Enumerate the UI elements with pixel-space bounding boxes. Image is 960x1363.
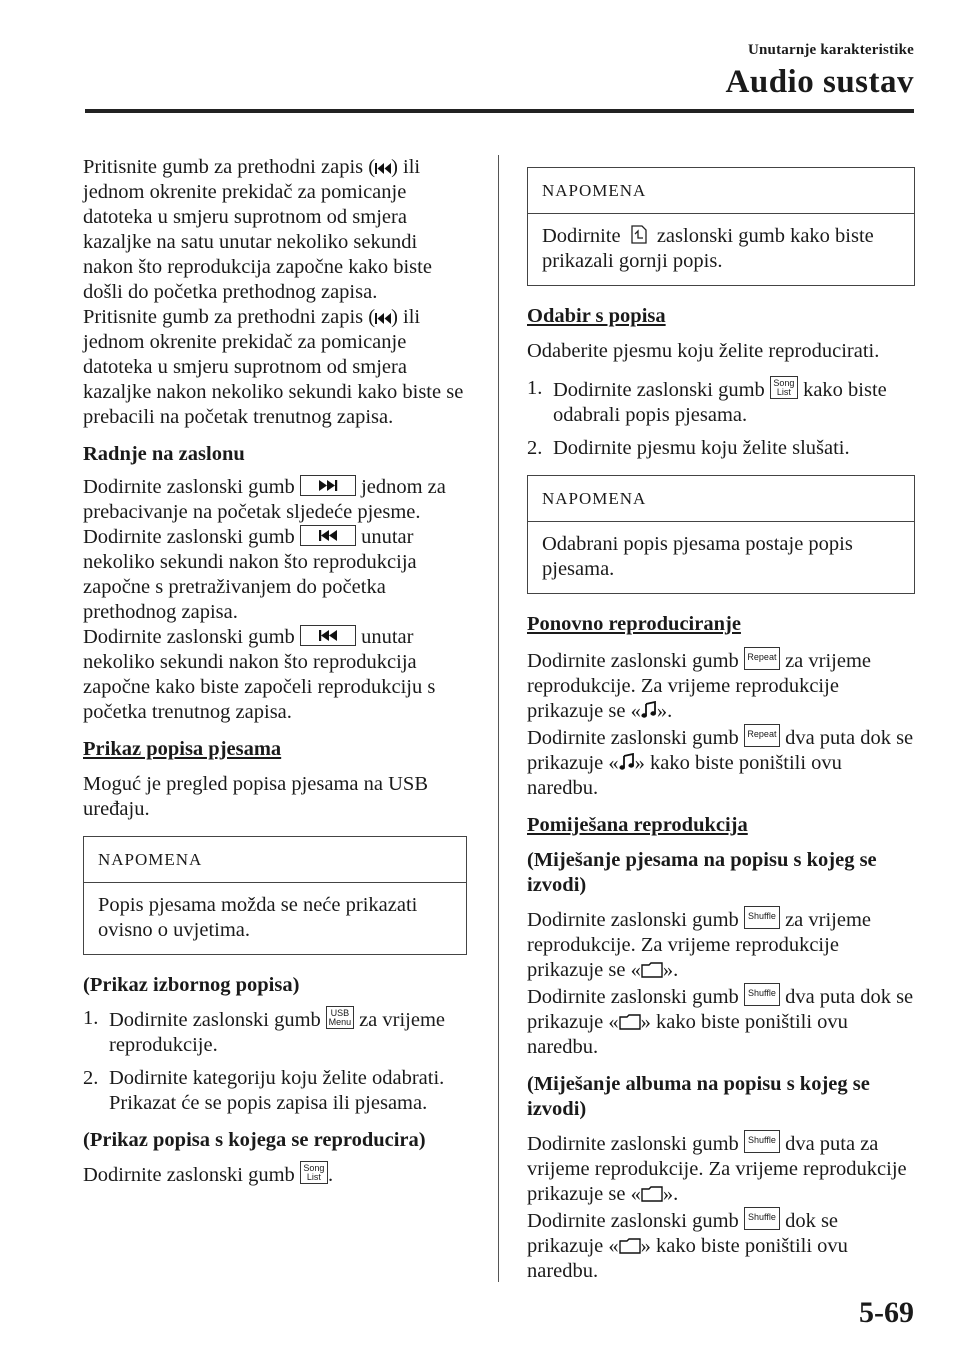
- heading-selection-list: (Prikaz izbornog popisa): [83, 974, 300, 996]
- step-text: [109, 1006, 467, 1058]
- text: ) ili jednom okrenite prekidač za pomicanje datoteka u smjeru suprotnom od smjera kazaljke na satu unutar nekoliko sekundi nakon što reprodukcija započne kako biste došli do početka prethodnog zapisa.: [83, 156, 432, 303]
- text: dva puta dok se prikazuje «: [527, 986, 914, 1033]
- heading-shuffle-albums: (Miješanje albuma na popisu s kojeg se izvodi): [527, 1073, 870, 1120]
- folder-icon: [641, 962, 663, 978]
- text: Dodirnite zaslonski gumb: [527, 909, 744, 931]
- shuffle-label: Shuffle: [748, 911, 776, 921]
- left-column: [83, 155, 467, 1200]
- text: » kako biste poništili ovu naredbu.: [527, 1235, 848, 1282]
- text: dva puta za vrijeme reprodukcije. Za vrijeme reprodukcije prikazuje se «: [527, 1133, 907, 1205]
- text: » kako biste poništili ovu naredbu.: [527, 752, 842, 799]
- note-heading: NAPOMENA: [528, 168, 914, 214]
- prev-track-button[interactable]: [300, 625, 356, 646]
- text: unutar nekoliko sekundi nakon što reprodukcija započne s pretraživanjem do početka prethodnog zapisa.: [83, 526, 417, 623]
- note-box: [83, 836, 467, 955]
- list-item: [83, 1066, 467, 1116]
- song-list-button[interactable]: [300, 1161, 328, 1184]
- paragraph-shuffle-albums: [527, 1130, 915, 1284]
- top-list-button[interactable]: [626, 224, 652, 245]
- paragraph-repeat: [527, 647, 915, 801]
- text: Dodirnite zaslonski gumb: [527, 986, 744, 1008]
- text: Dodirnite zaslonski gumb: [83, 1164, 300, 1186]
- text: unutar nekoliko sekundi nakon što reprodukcija započne kako biste započeli reprodukciju s početka trenutnog zapisa.: [83, 626, 436, 723]
- prev-track-icon: [375, 162, 391, 175]
- list-item: [527, 376, 915, 428]
- paragraph-track-list-intro: Moguć je pregled popisa pjesama na USB uređaju.: [83, 773, 429, 820]
- text: kako biste odabrali popis pjesama.: [553, 379, 887, 426]
- section-title-select-from-list: Odabir s popisa: [527, 305, 666, 327]
- paragraph-previous-track: [83, 155, 467, 430]
- list-item: [83, 1006, 467, 1058]
- note-box: [527, 475, 915, 594]
- note-body: [528, 214, 914, 285]
- song-list-label: [771, 379, 797, 397]
- paragraph-playing-list: [83, 1161, 467, 1188]
- usb-menu-label: [327, 1009, 353, 1027]
- text: za vrijeme reprodukcije. Za vrijeme reprodukcije prikazuje se «: [527, 909, 871, 981]
- page-number: 5-69: [859, 1296, 914, 1329]
- prev-track-icon: [301, 626, 355, 645]
- prev-track-icon: [301, 526, 355, 545]
- text: List: [776, 387, 791, 397]
- text: Dodirnite zaslonski gumb: [83, 476, 300, 498]
- folder-icon: [641, 1186, 663, 1202]
- steps-list: [527, 376, 915, 461]
- step-number: 1.: [83, 1007, 99, 1029]
- paragraph-select-intro: Odaberite pjesmu koju želite reproducirati.: [527, 340, 880, 362]
- shuffle-label: Shuffle: [748, 1212, 776, 1222]
- heading-playing-list: (Prikaz popisa s kojega se reproducira): [83, 1129, 426, 1151]
- text: ) ili jednom okrenite prekidač za pomicanje datoteka u smjeru suprotnom od smjera kazaljke nakon nekoliko sekundi kako biste se prebacili na početak trenutnog zapisa.: [83, 306, 464, 428]
- header-title: Audio sustav: [725, 64, 914, 100]
- shuffle-label: Shuffle: [748, 1135, 776, 1145]
- song-list-label: [301, 1164, 327, 1182]
- note-heading: NAPOMENA: [84, 837, 466, 883]
- paragraph-screen-actions: [83, 475, 467, 725]
- music-note-icon: [619, 753, 635, 771]
- text: Song: [773, 378, 795, 388]
- text: Pritisnite gumb za prethodni zapis (: [83, 156, 376, 178]
- text: ».: [662, 1183, 679, 1205]
- step-text: [553, 376, 915, 428]
- section-title-shuffle: Pomiješana reprodukcija: [527, 814, 748, 836]
- note-box: [527, 167, 915, 286]
- steps-list: [83, 1006, 467, 1116]
- shuffle-button[interactable]: [744, 983, 780, 1006]
- repeat-label: Repeat: [747, 652, 777, 662]
- text: Menu: [328, 1017, 352, 1027]
- step-number: 2.: [83, 1067, 99, 1089]
- list-item: [527, 436, 915, 461]
- text: Dodirnite zaslonski gumb: [83, 526, 300, 548]
- text: List: [306, 1172, 321, 1182]
- note-heading: NAPOMENA: [528, 476, 914, 522]
- prev-track-icon: [375, 312, 391, 325]
- text: Dodirnite zaslonski gumb: [527, 1210, 744, 1232]
- folder-icon: [619, 1238, 641, 1254]
- section-title-track-list: Prikaz popisa pjesama: [83, 738, 282, 760]
- text: .: [327, 1164, 334, 1186]
- note-body: Odabrani popis pjesama postaje popis pjesama.: [542, 533, 853, 580]
- section-title-repeat: Ponovno reproduciranje: [527, 613, 741, 635]
- folder-up-icon: [626, 224, 652, 246]
- next-track-icon: [301, 476, 355, 495]
- right-column: [527, 155, 915, 1296]
- text: Song: [303, 1163, 325, 1173]
- repeat-button[interactable]: [744, 647, 780, 670]
- text: Dodirnite zaslonski gumb: [527, 650, 744, 672]
- text: zaslonski gumb kako biste prikazali gornji popis.: [542, 225, 874, 272]
- repeat-label: Repeat: [747, 729, 777, 739]
- usb-menu-button[interactable]: [326, 1006, 354, 1029]
- text: USB: [330, 1008, 350, 1018]
- text: Dodirnite zaslonski gumb: [553, 379, 770, 401]
- text: » kako biste poništili ovu naredbu.: [527, 1011, 848, 1058]
- text: Dodirnite zaslonski gumb: [527, 727, 744, 749]
- heading-shuffle-tracks: (Miješanje pjesama na popisu s kojeg se izvodi): [527, 849, 877, 896]
- next-track-button[interactable]: [300, 475, 356, 496]
- header-rule: [85, 109, 914, 113]
- text: za vrijeme reprodukcije.: [109, 1009, 445, 1056]
- header-section: Unutarnje karakteristike: [747, 42, 914, 58]
- step-text: Dodirnite kategoriju koju želite odabrati. Prikazat će se popis zapisa ili pjesama.: [109, 1067, 445, 1114]
- text: ».: [656, 700, 673, 722]
- paragraph-shuffle-tracks: [527, 906, 915, 1060]
- shuffle-button[interactable]: [744, 906, 780, 929]
- step-number: 2.: [527, 437, 543, 459]
- text: dok se prikazuje «: [527, 1210, 839, 1257]
- text: Dodirnite: [542, 225, 626, 247]
- text: za vrijeme reprodukcije. Za vrijeme reprodukcije prikazuje se «: [527, 650, 871, 722]
- text: Dodirnite zaslonski gumb: [527, 1133, 744, 1155]
- shuffle-label: Shuffle: [748, 988, 776, 998]
- shuffle-button[interactable]: [744, 1207, 780, 1230]
- song-list-button[interactable]: [770, 376, 798, 399]
- folder-icon: [619, 1014, 641, 1030]
- note-body: Popis pjesama možda se neće prikazati ovisno o uvjetima.: [98, 894, 418, 941]
- shuffle-button[interactable]: [744, 1130, 780, 1153]
- repeat-button[interactable]: [744, 724, 780, 747]
- column-divider: [498, 155, 499, 1282]
- step-text: Dodirnite pjesmu koju želite slušati.: [553, 437, 850, 459]
- music-note-icon: [641, 701, 657, 719]
- text: Dodirnite zaslonski gumb: [83, 626, 300, 648]
- prev-track-button[interactable]: [300, 525, 356, 546]
- text: Dodirnite zaslonski gumb: [109, 1009, 326, 1031]
- text: ».: [662, 959, 679, 981]
- text: dva puta dok se prikazuje «: [527, 727, 914, 774]
- step-number: 1.: [527, 377, 543, 399]
- heading-screen-actions: Radnje na zaslonu: [83, 443, 245, 465]
- text: Pritisnite gumb za prethodni zapis (: [83, 306, 376, 328]
- text: jednom za prebacivanje na početak sljedeće pjesme.: [83, 476, 446, 523]
